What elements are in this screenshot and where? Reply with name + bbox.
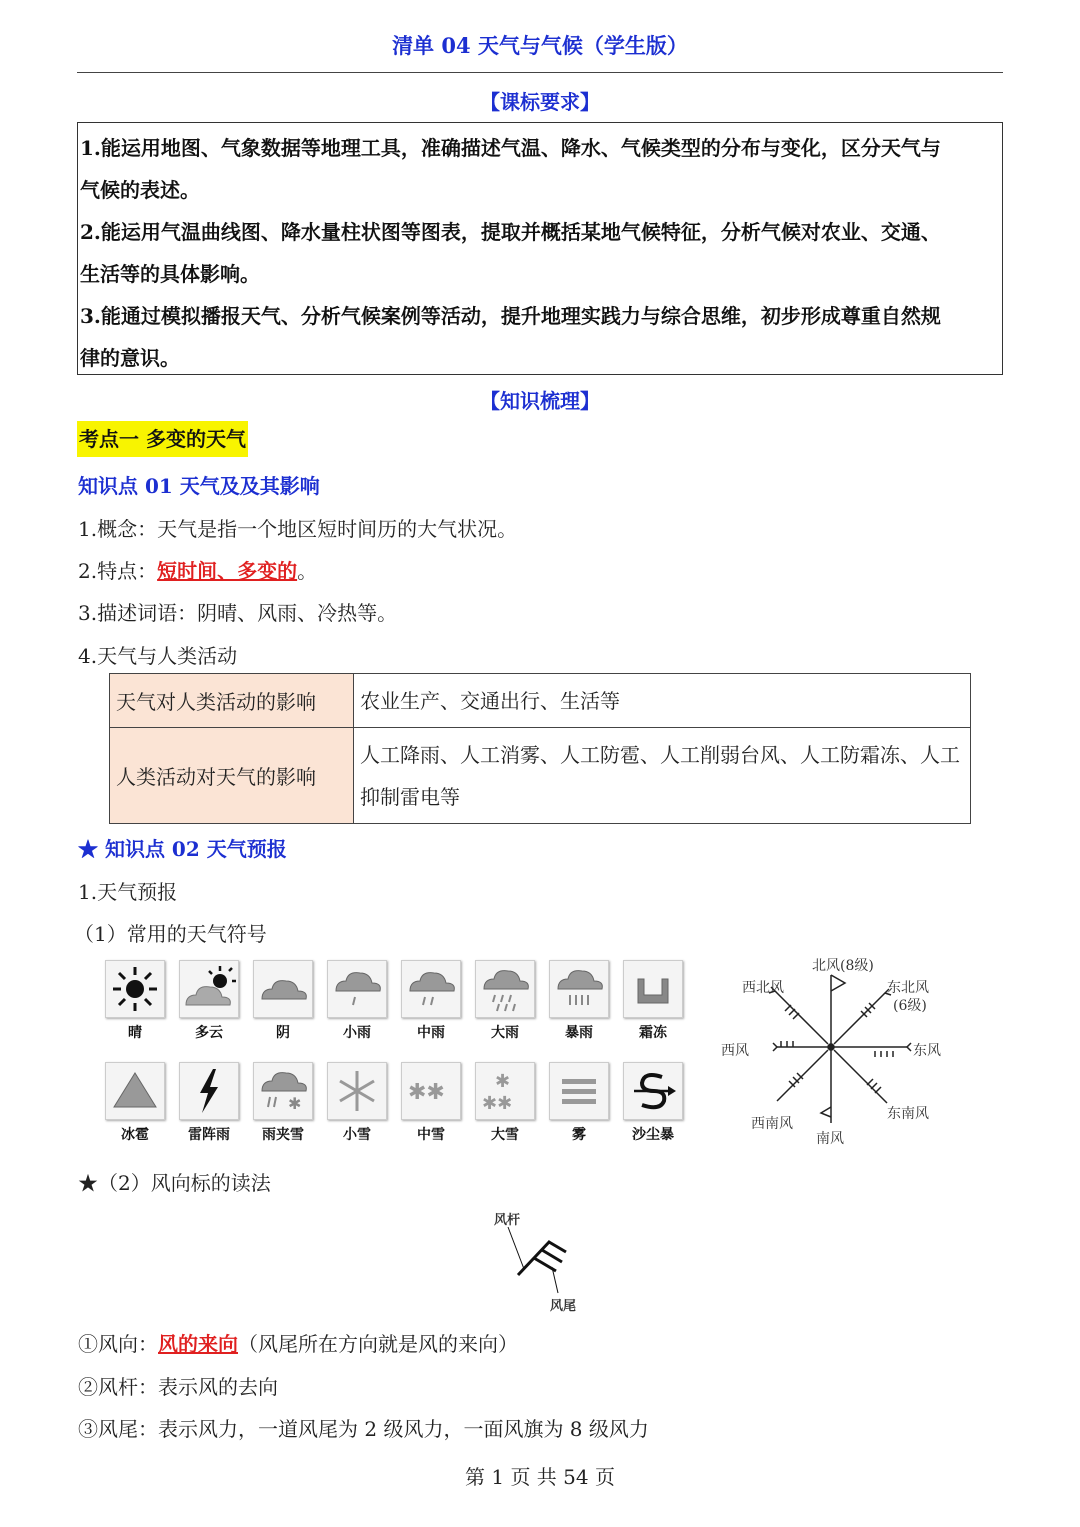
symbol-cloudy [177,960,241,1042]
svg-text:✱: ✱ [495,1071,511,1092]
heavy-snow-icon [476,1063,534,1119]
curriculum-heading: 【课标要求】 [480,90,600,114]
symbol-label: 中雨 [417,1025,445,1041]
moderate-snow-icon [402,1063,460,1119]
cloudy-icon [180,961,238,1017]
rainstorm-icon [550,961,608,1017]
symbol-label: 中雪 [417,1127,445,1143]
curriculum-line: 生活等的具体影响。 [80,262,260,286]
symbol-frost [621,960,685,1042]
symbol-label: 大雨 [491,1025,519,1041]
wind-label-northeast: 东北风 [887,980,929,996]
symbol-label: 大雪 [491,1127,519,1143]
wind-label-southwest: 西南风 [751,1116,793,1132]
kp01-activity: 4.天气与人类活动 [78,644,238,668]
curriculum-line: 气候的表述。 [80,178,200,202]
symbol-light-rain [325,960,389,1042]
feature-highlight: 短时间、多变的 [157,559,298,583]
symbol-overcast [251,960,315,1042]
moderate-rain-icon [402,961,460,1017]
kp02-item1 [78,1328,518,1357]
light-rain-icon [328,961,386,1017]
kp02-title: ★ 知识点 02 天气预报 [78,837,287,861]
curriculum-line: 2.能运用气温曲线图、降水量柱状图等图表，提取并概括某地气候特征，分析气候对农业、交通、 [80,220,941,244]
feature-prefix: 2.特点： [78,559,158,583]
kp02-sub2: ★（2）风向标的读法 [78,1171,271,1195]
symbol-label: 小雪 [343,1127,371,1143]
item1-suffix: （风尾所在方向就是风的来向） [238,1332,518,1356]
barb-label-tail: 风尾 [550,1299,577,1314]
light-snow-icon [328,1063,386,1119]
kp02-item3: ③风尾：表示风力，一道风尾为 2 级风力，一面风旗为 8 级风力 [78,1417,649,1441]
table-label: 天气对人类活动的影响 [110,674,354,728]
kp01-words: 3.描述词语：阴晴、风雨、冷热等。 [78,601,398,625]
kp01-concept: 1.概念：天气是指一个地区短时间历的大气状况。 [78,517,518,541]
table-value: 人工降雨、人工消雾、人工防雹、人工削弱台风、人工防霜冻、人工抑制雷电等 [354,728,971,824]
fog-icon [550,1063,608,1119]
heavy-rain-icon [476,961,534,1017]
wind-label-west: 西风 [721,1043,749,1059]
kp02-sub1: 1.天气预报 [78,880,178,904]
symbol-heavy-snow [473,1062,537,1144]
sandstorm-icon [624,1063,682,1119]
table-label: 人类活动对天气的影响 [110,728,354,824]
thunderstorm-icon [180,1063,238,1119]
symbol-label: 小雨 [343,1025,371,1041]
sleet-icon [254,1063,312,1119]
weather-symbols-grid [103,960,693,1145]
symbol-thunderstorm [177,1062,241,1144]
symbol-label: 沙尘暴 [632,1127,674,1143]
symbol-moderate-snow [399,1062,463,1144]
kp02-sub1a: （1）常用的天气符号 [74,922,267,946]
symbol-label: 暴雨 [565,1025,593,1041]
symbol-label: 阴 [276,1025,290,1041]
symbol-sleet [251,1062,315,1144]
table-value: 农业生产、交通出行、生活等 [354,674,971,728]
wind-direction-diagram [715,955,965,1150]
wind-label-south: 南风 [816,1131,844,1147]
symbol-heavy-rain [473,960,537,1042]
curriculum-line: 律的意识。 [80,346,180,370]
wind-label-east: 东风 [913,1043,941,1059]
symbol-moderate-rain [399,960,463,1042]
symbol-label: 冰雹 [121,1127,149,1143]
symbol-hail [103,1062,167,1144]
symbol-sun [103,960,167,1042]
symbol-rainstorm [547,960,611,1042]
symbol-label: 霜冻 [639,1025,667,1041]
overcast-icon [254,961,312,1017]
kp01-feature [78,555,317,584]
wind-label-northwest: 西北风 [742,980,784,996]
svg-text:✱✱: ✱✱ [482,1093,513,1114]
wind-barb-diagram [488,1205,588,1315]
symbol-sandstorm [621,1062,685,1144]
knowledge-heading: 【知识梳理】 [480,389,600,413]
page-title: 清单 04 天气与气候（学生版） [392,33,688,58]
frost-icon [624,961,682,1017]
table-row [110,728,971,824]
symbol-label: 多云 [195,1025,223,1041]
kp01-title: 知识点 01 天气及及其影响 [78,474,320,498]
symbol-light-snow [325,1062,389,1144]
weather-human-table [109,673,971,824]
curriculum-line: 3.能通过模拟播报天气、分析气候案例等活动，提升地理实践力与综合思维，初步形成尊重自然规 [80,304,941,328]
wind-label-north: 北风(8级) [812,958,874,974]
item1-prefix: ①风向： [78,1332,158,1356]
wind-label-northeast-level: (6级) [893,998,927,1014]
symbol-label: 雨夹雪 [262,1127,304,1143]
wind-label-southeast: 东南风 [887,1106,929,1122]
item1-highlight: 风的来向 [158,1332,238,1356]
symbol-label: 雷阵雨 [188,1127,230,1143]
header-divider [77,72,1003,73]
page-number: 第 1 页 共 54 页 [465,1465,615,1489]
curriculum-box [77,122,1003,375]
feature-suffix: 。 [297,559,318,583]
svg-text:✱✱: ✱✱ [408,1080,445,1105]
svg-text:✱: ✱ [288,1094,302,1113]
symbol-label: 晴 [128,1025,142,1041]
table-row [110,674,971,728]
kp02-item2: ②风杆：表示风的去向 [78,1375,278,1399]
barb-label-shaft: 风杆 [494,1213,521,1228]
curriculum-line: 1.能运用地图、气象数据等地理工具，准确描述气温、降水、气候类型的分布与变化，区分天气与 [80,136,941,160]
symbol-label: 雾 [572,1127,586,1143]
exam-point-title: 考点一 多变的天气 [77,421,248,457]
sun-icon [106,961,164,1017]
symbol-fog [547,1062,611,1144]
hail-icon [106,1063,164,1119]
